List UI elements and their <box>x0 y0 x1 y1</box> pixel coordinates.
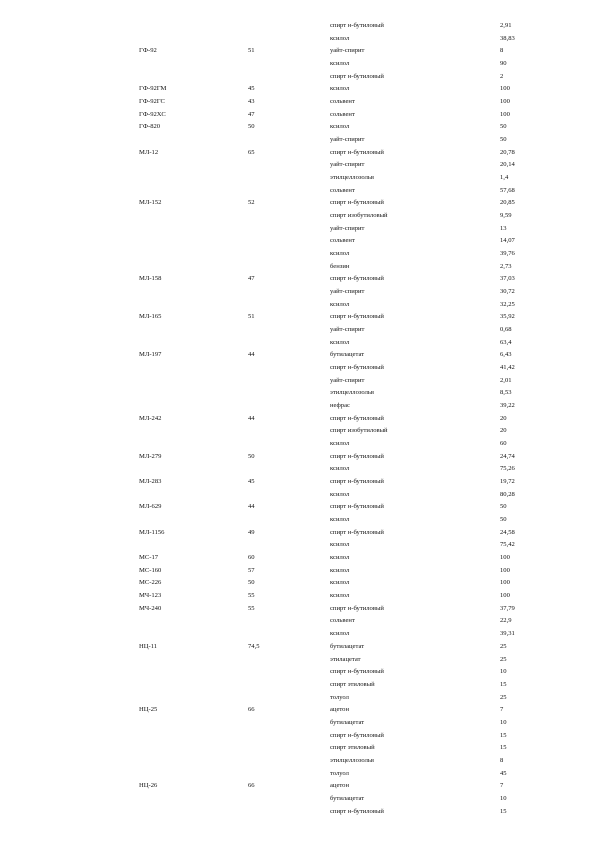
table-row <box>0 806 595 818</box>
paint-brand-cell: ГФ-92ГМ <box>139 85 167 93</box>
component-percent-cell: 32,25 <box>500 300 515 308</box>
solvent-component-cell: толуол <box>330 769 349 777</box>
table-row <box>0 489 595 501</box>
table-row <box>0 261 595 273</box>
table-row <box>0 45 595 57</box>
component-percent-cell: 15 <box>500 731 507 739</box>
paint-brand-cell: МЛ-158 <box>139 275 162 283</box>
component-percent-cell: 100 <box>500 98 510 106</box>
paint-brand-cell: МЛ-242 <box>139 414 162 422</box>
dry-residue-cell: 45 <box>248 85 255 93</box>
component-percent-cell: 100 <box>500 592 510 600</box>
solvent-component-cell: бутилацетат <box>330 794 365 802</box>
table-row <box>0 730 595 742</box>
table-row <box>0 438 595 450</box>
solvent-component-cell: спирт н-бутиловый <box>330 275 384 283</box>
component-percent-cell: 15 <box>500 807 507 815</box>
component-percent-cell: 80,28 <box>500 490 515 498</box>
component-percent-cell: 75,26 <box>500 465 515 473</box>
solvent-component-cell: ксилол <box>330 566 350 574</box>
table-row <box>0 121 595 133</box>
component-percent-cell: 45 <box>500 769 507 777</box>
component-percent-cell: 20 <box>500 414 507 422</box>
dry-residue-cell: 51 <box>248 313 255 321</box>
component-percent-cell: 57,68 <box>500 186 515 194</box>
table-row <box>0 337 595 349</box>
table-row <box>0 273 595 285</box>
table-row <box>0 71 595 83</box>
solvent-component-cell: этилцеллозольв <box>330 174 375 182</box>
component-percent-cell: 2,73 <box>500 262 512 270</box>
solvent-component-cell: спирт н-бутиловый <box>330 478 384 486</box>
table-row <box>0 451 595 463</box>
component-percent-cell: 100 <box>500 579 510 587</box>
paint-brand-cell: МЛ-283 <box>139 478 162 486</box>
component-percent-cell: 2,01 <box>500 376 512 384</box>
paint-brand-cell: МЧ-240 <box>139 604 162 612</box>
component-percent-cell: 0,68 <box>500 326 512 334</box>
table-row <box>0 400 595 412</box>
table-row <box>0 514 595 526</box>
component-percent-cell: 7 <box>500 706 504 714</box>
component-percent-cell: 39,76 <box>500 250 515 258</box>
solvent-component-cell: спирт н-бутиловый <box>330 503 384 511</box>
paint-brand-cell: МЛ-152 <box>139 199 162 207</box>
table-row <box>0 172 595 184</box>
solvent-component-cell: спирт н-бутиловый <box>330 528 384 536</box>
solvent-component-cell: сольвент <box>330 186 355 194</box>
table-row <box>0 603 595 615</box>
component-percent-cell: 75,42 <box>500 541 515 549</box>
dry-residue-cell: 60 <box>248 554 255 562</box>
table-row <box>0 147 595 159</box>
solvent-component-cell: ксилол <box>330 440 350 448</box>
table-row <box>0 590 595 602</box>
paint-brand-cell: МЧ-123 <box>139 592 162 600</box>
component-percent-cell: 8,53 <box>500 389 512 397</box>
component-percent-cell: 37,79 <box>500 604 515 612</box>
solvent-component-cell: сольвент <box>330 98 355 106</box>
table-row <box>0 375 595 387</box>
solvent-component-cell: ксилол <box>330 250 350 258</box>
solvent-component-cell: этилацетат <box>330 655 361 663</box>
dry-residue-cell: 74,5 <box>248 642 260 650</box>
dry-residue-cell: 45 <box>248 478 255 486</box>
component-percent-cell: 20,14 <box>500 161 515 169</box>
dry-residue-cell: 49 <box>248 528 255 536</box>
table-row <box>0 159 595 171</box>
solvent-component-cell: спирт н-бутиловый <box>330 604 384 612</box>
component-percent-cell: 6,43 <box>500 351 512 359</box>
paint-brand-cell: МЛ-1156 <box>139 528 165 536</box>
component-percent-cell: 8 <box>500 756 504 764</box>
component-percent-cell: 22,9 <box>500 617 512 625</box>
component-percent-cell: 19,72 <box>500 478 515 486</box>
solvent-component-cell: спирт н-бутиловый <box>330 731 384 739</box>
solvent-component-cell: спирт изобутиловый <box>330 212 388 220</box>
component-percent-cell: 100 <box>500 110 510 118</box>
solvent-component-cell: спирт н-бутиловый <box>330 22 384 29</box>
table-row <box>0 33 595 45</box>
table-row <box>0 235 595 247</box>
solvent-component-cell: уайт-спирит <box>330 376 365 384</box>
component-percent-cell: 10 <box>500 718 507 726</box>
table-row <box>0 223 595 235</box>
component-percent-cell: 100 <box>500 566 510 574</box>
component-percent-cell: 50 <box>500 136 507 144</box>
solvent-component-cell: ксилол <box>330 123 350 131</box>
dry-residue-cell: 43 <box>248 98 255 106</box>
component-percent-cell: 10 <box>500 668 507 676</box>
component-percent-cell: 50 <box>500 123 507 131</box>
component-percent-cell: 14,07 <box>500 237 515 245</box>
paint-brand-cell: МЛ-12 <box>139 148 159 156</box>
solvent-component-cell: ксилол <box>330 630 350 638</box>
paint-brand-cell: МЛ-197 <box>139 351 162 359</box>
table-row <box>0 780 595 792</box>
table-row <box>0 755 595 767</box>
table-row <box>0 793 595 805</box>
table-row <box>0 641 595 653</box>
solvent-component-cell: спирт этиловый <box>330 680 375 688</box>
solvent-component-cell: спирт н-бутиловый <box>330 807 384 815</box>
dry-residue-cell: 44 <box>248 414 255 422</box>
solvent-component-cell: спирт н-бутиловый <box>330 364 384 372</box>
solvent-component-cell: спирт н-бутиловый <box>330 414 384 422</box>
solvent-component-cell: уайт-спирит <box>330 326 365 334</box>
solvent-component-cell: этилцеллозольв <box>330 756 375 764</box>
dry-residue-cell: 55 <box>248 592 255 600</box>
solvent-component-cell: толуол <box>330 693 349 701</box>
component-percent-cell: 25 <box>500 693 507 701</box>
dry-residue-cell: 47 <box>248 275 255 283</box>
solvent-component-cell: спирт изобутиловый <box>330 427 388 435</box>
component-percent-cell: 24,74 <box>500 452 515 460</box>
solvent-component-cell: бутилацетат <box>330 718 365 726</box>
table-row <box>0 185 595 197</box>
paint-brand-cell: ГФ-92ГС <box>139 98 165 106</box>
table-row <box>0 501 595 513</box>
solvent-component-cell: ксилол <box>330 579 350 587</box>
component-percent-cell: 2,91 <box>500 22 512 29</box>
component-percent-cell: 20,78 <box>500 148 515 156</box>
solvent-component-cell: ксилол <box>330 592 350 600</box>
table-row <box>0 742 595 754</box>
table-row <box>0 210 595 222</box>
paint-brand-cell: МЛ-279 <box>139 452 162 460</box>
table-row <box>0 768 595 780</box>
paint-brand-cell: МЛ-629 <box>139 503 162 511</box>
table-row <box>0 666 595 678</box>
table-row <box>0 324 595 336</box>
solvent-component-cell: ацетон <box>330 782 350 790</box>
solvent-component-cell: ксилол <box>330 516 350 524</box>
dry-residue-cell: 51 <box>248 47 255 55</box>
solvent-component-cell: спирт н-бутиловый <box>330 313 384 321</box>
component-percent-cell: 15 <box>500 680 507 688</box>
solvent-component-cell: нефрас <box>330 402 350 410</box>
solvent-component-cell: ксилол <box>330 60 350 67</box>
table-row <box>0 476 595 488</box>
solvent-component-cell: спирт этиловый <box>330 744 375 752</box>
solvent-component-cell: спирт н-бутиловый <box>330 72 384 80</box>
dry-residue-cell: 66 <box>248 782 255 790</box>
component-percent-cell: 25 <box>500 642 507 650</box>
table-row <box>0 96 595 108</box>
table-row <box>0 413 595 425</box>
paint-brand-cell: ГФ-92 <box>139 47 157 55</box>
component-percent-cell: 9,59 <box>500 212 512 220</box>
solvent-component-cell: ксилол <box>330 554 350 562</box>
paint-brand-cell: НЦ-11 <box>139 642 158 650</box>
solvent-component-cell: спирт н-бутиловый <box>330 668 384 676</box>
solvent-component-cell: уайт-спирит <box>330 136 365 144</box>
component-percent-cell: 24,58 <box>500 528 515 536</box>
component-percent-cell: 20,85 <box>500 199 515 207</box>
component-percent-cell: 30,72 <box>500 288 515 296</box>
component-percent-cell: 100 <box>500 85 510 93</box>
solvent-component-cell: уайт-спирит <box>330 47 365 55</box>
table-row <box>0 58 595 70</box>
dry-residue-cell: 47 <box>248 110 255 118</box>
solvent-component-cell: бутилацетат <box>330 642 365 650</box>
component-percent-cell: 2 <box>500 72 504 80</box>
dry-residue-cell: 44 <box>248 503 255 511</box>
table-row <box>0 299 595 311</box>
solvent-component-cell: спирт н-бутиловый <box>330 452 384 460</box>
table-row <box>0 248 595 260</box>
solvent-component-cell: бензин <box>330 262 350 270</box>
dry-residue-cell: 50 <box>248 579 255 587</box>
component-percent-cell: 20 <box>500 427 507 435</box>
table-row <box>0 539 595 551</box>
table-row <box>0 628 595 640</box>
component-percent-cell: 60 <box>500 440 507 448</box>
dry-residue-cell: 44 <box>248 351 255 359</box>
solvent-component-cell: ксилол <box>330 338 350 346</box>
component-percent-cell: 90 <box>500 60 507 67</box>
paint-brand-cell: МС-160 <box>139 566 162 574</box>
table-row <box>0 679 595 691</box>
component-percent-cell: 37,03 <box>500 275 515 283</box>
dry-residue-cell: 65 <box>248 148 255 156</box>
solvent-component-cell: уайт-спирит <box>330 224 365 232</box>
solvent-component-cell: этилцеллозольв <box>330 389 375 397</box>
solvent-component-cell: ксилол <box>330 490 350 498</box>
solvent-component-cell: ксилол <box>330 85 350 93</box>
solvent-component-cell: ксилол <box>330 541 350 549</box>
solvent-component-cell: спирт н-бутиловый <box>330 148 384 156</box>
paint-brand-cell: ГФ-820 <box>139 123 161 131</box>
component-percent-cell: 15 <box>500 744 507 752</box>
table-row <box>0 704 595 716</box>
table-row <box>0 654 595 666</box>
table-row <box>0 286 595 298</box>
dry-residue-cell: 57 <box>248 566 255 574</box>
table-row <box>0 565 595 577</box>
dry-residue-cell: 50 <box>248 452 255 460</box>
paint-brand-cell: МС-17 <box>139 554 159 562</box>
table-row <box>0 83 595 95</box>
component-percent-cell: 25 <box>500 655 507 663</box>
solvent-component-cell: ксилол <box>330 300 350 308</box>
table-row <box>0 387 595 399</box>
paint-brand-cell: МС-226 <box>139 579 162 587</box>
component-percent-cell: 50 <box>500 516 507 524</box>
table-row <box>0 527 595 539</box>
table-row <box>0 362 595 374</box>
component-percent-cell: 10 <box>500 794 507 802</box>
component-percent-cell: 100 <box>500 554 510 562</box>
table-row <box>0 20 595 32</box>
component-percent-cell: 7 <box>500 782 504 790</box>
table-row <box>0 109 595 121</box>
table-row <box>0 134 595 146</box>
paint-brand-cell: НЦ-25 <box>139 706 158 714</box>
solvent-component-cell: уайт-спирит <box>330 161 365 169</box>
table-row <box>0 349 595 361</box>
paint-brand-cell: МЛ-165 <box>139 313 162 321</box>
component-percent-cell: 39,31 <box>500 630 515 638</box>
solvent-component-cell: спирт н-бутиловый <box>330 199 384 207</box>
table-row <box>0 463 595 475</box>
solvent-component-cell: сольвент <box>330 237 355 245</box>
component-percent-cell: 1,4 <box>500 174 509 182</box>
paint-brand-cell: ГФ-92ХС <box>139 110 166 118</box>
solvent-component-cell: бутилацетат <box>330 351 365 359</box>
table-row <box>0 425 595 437</box>
table-row <box>0 197 595 209</box>
table-row <box>0 311 595 323</box>
solvent-component-cell: сольвент <box>330 617 355 625</box>
dry-residue-cell: 66 <box>248 706 255 714</box>
component-percent-cell: 35,92 <box>500 313 515 321</box>
dry-residue-cell: 55 <box>248 604 255 612</box>
solvent-component-cell: ксилол <box>330 465 350 473</box>
solvent-component-cell: уайт-спирит <box>330 288 365 296</box>
component-percent-cell: 8 <box>500 47 504 55</box>
component-percent-cell: 13 <box>500 224 507 232</box>
component-percent-cell: 41,42 <box>500 364 515 372</box>
paint-brand-cell: НЦ-26 <box>139 782 158 790</box>
component-percent-cell: 63,4 <box>500 338 512 346</box>
dry-residue-cell: 50 <box>248 123 255 131</box>
component-percent-cell: 38,83 <box>500 34 515 42</box>
table-row <box>0 577 595 589</box>
solvent-component-cell: ксилол <box>330 34 350 42</box>
component-percent-cell: 50 <box>500 503 507 511</box>
solvent-component-cell: сольвент <box>330 110 355 118</box>
table-row <box>0 717 595 729</box>
solvent-component-cell: ацетон <box>330 706 350 714</box>
table-row <box>0 692 595 704</box>
table-row <box>0 615 595 627</box>
dry-residue-cell: 52 <box>248 199 255 207</box>
component-percent-cell: 39,22 <box>500 402 515 410</box>
table-row <box>0 552 595 564</box>
